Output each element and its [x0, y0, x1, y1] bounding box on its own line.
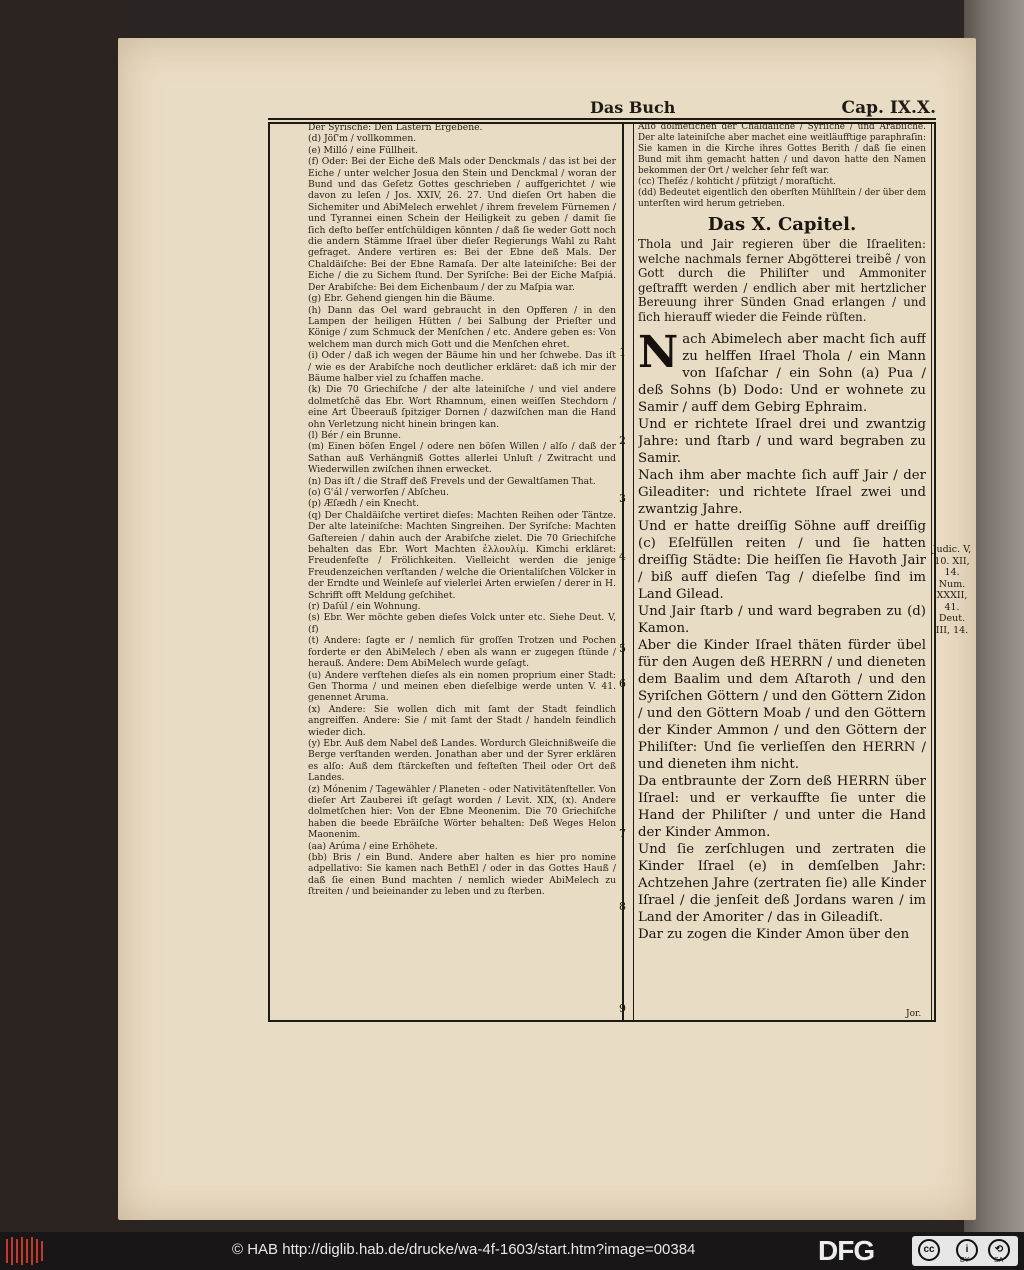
chapter-summary: Thola und Jair regieren über die Iſraeliten: welche nachmals ferner Abgötterei treibẽ / von Gott durch die Philiſter und Ammoniter geſtrafft werden / endlich aber mit hertzlicher Bereuung ihrer Sünden Gnad erlangen / und ſich hierauff wieder die Feinde rüſten. — [638, 237, 926, 324]
verse-number: 9 — [619, 1002, 626, 1015]
verse-number: 8 — [619, 900, 626, 913]
verse-2: Und er richtete Iſrael drei und zwantzig Jahre: und ſtarb / und ward begraben zu Samir. — [638, 416, 926, 466]
footnote: (o) Gʿál / verworfen / Abſcheu. — [308, 487, 449, 498]
footnote: (r) Daſúl / ein Wohnung. — [308, 601, 421, 613]
main-text-column — [638, 122, 926, 1018]
footnote: (e) Milló / eine Füllheit. — [308, 144, 418, 156]
verse-8: Und ſie zerſchlugen und zertraten die Kinder Iſrael (e) in demſelben Jahr: Achtzehen Jahre (zertraten ſie) alle Kinder Iſrael / die jenſeit deß Jordans waren / im Land der Amoriter / das in Gileadiſt. — [638, 841, 926, 925]
header-rule — [268, 118, 936, 120]
chapter-label: Cap. IX.X. — [841, 98, 936, 118]
verse-number: 6 — [619, 677, 626, 690]
verse-number-divider — [633, 122, 634, 1022]
footnote: (p) Æſædh / ein Knecht. — [308, 498, 420, 510]
copyright-link[interactable]: © HAB http://diglib.hab.de/drucke/wa-4f-1603/start.htm?image=00384 — [232, 1241, 696, 1258]
footnote: (h) Dann das Oel ward gebraucht in den Opfferen / in den Lampen der heiligen Hütten / bei Salbung der Prieſter und Könige / zum Schmuck der Menſchen / etc. Andere geben es: Von welchem man durch mich Gott und die Menſchen ehret. — [308, 304, 616, 350]
by-label: BY — [960, 1257, 970, 1264]
footnote: (y) Ebr. Auß dem Nabel deß Landes. Wordurch Gleichnißweiſe die Berge verſtanden werden. Jonathan aber und der Syrer erklären es alſo: Auß dem ſtärckeſten und feſteſten Theil oder Ort deß Landes. — [308, 737, 616, 784]
catchword: Jor. — [906, 1009, 922, 1019]
footnote-continued: Alſo dolmetſchen der Chaldäiſche / Syriſche / und Arabiſche. Der alte lateiniſche aber machet eine weitläufftige paraphraſin: Sie kamen in die Kirche ihres Gottes Berith / daß ſie einen Bund mit ihm gemacht hatten / und davon hatte den Namen bekommen der Ort / welcher ſehr feſt war. — [638, 122, 926, 176]
footnote: (z) Mónenim / Tagewähler / Planeten - oder Nativitätenſteller. Von dieſer Art Zauberei iſt geſagt worden / Levit. XIX, (x). Andere dolmetſchen hier: Von der Ebne Meonenim. Die 70 Griechiſche haben die beede Ebräiſche Wörter behalten: Deß Weges Helon Maonenim. — [308, 783, 616, 841]
verse-4: Und er hatte dreiſſig Söhne auff dreiſſig (c) Eſelfüllen reiten / und ſie hatten dreiſſig Städte: Die heiſſen ſie Havoth Jair / biß auff dieſen Tag / dieſelbe ſind im Land Gilead. — [638, 518, 926, 602]
footnote: (dd) Bedeutet eigentlich den oberſten Mühlſtein / der über dem unterſten wird herum getrieben. — [638, 188, 926, 209]
margin-reference: Judic. V, 10. XII, 14. Num. XXXII, 41. Deut. III, 14. — [932, 544, 972, 636]
verse-7: Da entbraunte der Zorn deß HERRN über Iſrael: und er verkauffte ſie unter die Hand der Philiſter / und unter die Hand der Kinder Ammon. — [638, 773, 926, 840]
footnote: (d) Jöſ'm / vollkommen. — [308, 133, 417, 145]
sa-label: SA — [994, 1257, 1004, 1264]
library-logo-icon — [4, 1235, 44, 1267]
verse-5: Und Jair ſtarb / und ward begraben zu (d) Kamon. — [638, 603, 926, 636]
cc-icon: cc — [918, 1239, 940, 1261]
verse-1 — [638, 326, 926, 416]
footnote: (aa) Arúma / eine Erhöhete. — [308, 840, 438, 852]
verse-number: 2 — [619, 434, 626, 447]
footnote: (q) Der Chaldäiſche vertiret dieſes: Machten Reihen oder Täntze. Der alte lateiniſche: Machten Singreihen. Der Syriſche: Machten Gaſtereien / dahin auch der Arabiſche zielet. Die 70 Griechiſche behalten das Ebr. Wort Machten ἐλλουλίμ. Kimchi erkläret: Freudenfeſte / Frölichkeiten. Vielleicht werden die jenige Freudenzeichen verſtanden / welche die Orientaliſchen Völcker in der Erndte und Weinleſe auf vielerlei Arten erwieſen / derer in H. Schrifft offt Meldung geſchihet. — [308, 509, 616, 601]
footnote: (g) Ebr. Gehend giengen hin die Bäume. — [308, 293, 496, 305]
dfg-logo: DFG — [818, 1235, 875, 1266]
footnote: Der Syrische: Den Lastern Ergebene. — [308, 122, 483, 133]
running-title: Das Buch — [590, 98, 676, 117]
viewer-footer — [0, 1232, 1024, 1270]
verse-number: 7 — [619, 827, 626, 840]
cc-license-badge[interactable] — [912, 1236, 1018, 1266]
footnote: (s) Ebr. Wer möchte geben dieſes Volck unter etc. Siehe Deut. V, (f) — [308, 612, 616, 635]
footnote: (x) Andere: Sie wollen dich mit ſamt der Stadt feindlich angreiffen. Andere: Sie / mit ſamt der Stadt / handeln feindlich wieder dich. — [308, 703, 616, 738]
verse-number: 3 — [619, 492, 626, 505]
attribution-icon: i — [956, 1239, 978, 1261]
footnote: (m) Einen böſen Engel / odere nen böſen Willen / alſo / daß der Sathan auß Verhängniß Gottes allerlei Unluſt / Zwitracht und Wiederwillen zwiſchen ihnen erwecket. — [308, 441, 616, 476]
footnote: (u) Andere verſtehen dieſes als ein nomen proprium einer Stadt: Gen Thorma / und meinen eben dieſelbige werde unten V. 41. genennet Aruma. — [308, 669, 616, 704]
footnote: (cc) Theſéz / kohticht / pfützigt / moraſticht. — [638, 177, 836, 187]
footnote: (l) Bér / ein Brunne. — [308, 429, 402, 441]
chapter-title: Das X. Capitel. — [707, 214, 857, 235]
verse-text: ach Abimelech aber macht ſich auff zu helffen Iſrael Thola / ein Mann von Iſaſchar / ein Sohn (a) Pua / deß Sohns (b) Dodo: Und er wohnete zu Samir / auff dem Gebirg Ephraim. — [638, 331, 926, 415]
footnote: (i) Oder / daß ich wegen der Bäume hin und her ſchwebe. Das iſt / wie es der Arabiſche noch deutlicher erkläret: daß ich mir der Bäume halber viel zu ſchaffen mache. — [308, 350, 616, 384]
verse-number: 1 — [619, 346, 626, 359]
drop-cap: N — [638, 326, 679, 378]
footnote: (t) Andere: ſagte er / nemlich für groſſen Trotzen und Pochen forderte er den AbiMelech / eben als wann er zugegen ſtünde / herauß. Andere: Dem AbiMelech wurde geſagt. — [308, 635, 616, 670]
verse-9: Dar zu zogen die Kinder Amon über den — [638, 926, 910, 942]
footnote: (f) Oder: Bei der Eiche deß Mals oder Denckmals / das ist bei der Eiche / unter welcher Josua den Stein und Denckmal / woran der Bund und das Geſetz Gottes geschrieben / auffgerichtet / wie davon zu leſen / Jos. XXIV, 26. 27. Und dieſen Ort haben die Sichemiter und AbiMelech erwehlet / ihrem frevelem Fürnemen / und Tyrannei einen Schein der Heiligkeit zu geben / damit ſie ſich deſto beſſer entſchüldigen könnten / daß ſie weder Gott noch die andern Stämme Iſrael über dieſer Regierungs Wahl zu Raht gefraget. Andere vertiren es: Bei der Ebne deß Mals. Der Chaldäiſche: Bei der Ebne Ramaſa. Der alte lateiniſche: Bei der Eiche / die zu Sichem ſtund. Der Syriſche: Bei der Eiche Maſpiá. Der Arabiſche: Bei dem Eichenbaum / der zu Maſpia war. — [308, 156, 616, 293]
verse-6: Aber die Kinder Iſrael thäten fürder übel für den Augen deß HERRN / und dieneten dem Baalim und dem Aſtaroth / und den Syriſchen Göttern / und den Göttern Zidon / und den Göttern Moab / und den Göttern der Kinder Ammon / und den Göttern der Philiſter: Und ſie verlieſſen den HERRN / und dieneten ihm nicht. — [638, 637, 926, 772]
footnotes-column — [308, 122, 616, 1018]
verse-3: Nach ihm aber machte ſich auff Jair / der Gileaditer: und richtete Iſrael zwei und zwantzig Jahre. — [638, 467, 926, 517]
page-header — [268, 98, 936, 120]
verse-number: 4 — [619, 550, 626, 563]
footnote: (k) Die 70 Griechiſche / der alte lateiniſche / und viel andere dolmetſchẽ das Ebr. Wort Rhamnum, einen weiſſen Stechdorn / eine Art Übeerauß ſpitziger Dornen / dazwiſchen man die Hand ohn Verletzung nicht hinein bringen kan. — [308, 384, 616, 430]
verse-number: 5 — [619, 642, 626, 655]
footnote: (bb) Bris / ein Bund. Andere aber halten es hier pro nomine adpellativo: Sie kamen nach BethEl / oder in das Gottes Hauß / daß ſie einen Bund machten / nemlich wieder AbiMelech zu ſtreiten / und beieinander zu leben und zu ſterben. — [308, 852, 616, 898]
verse-numbers — [617, 122, 633, 1018]
scan-background-left — [0, 0, 118, 1232]
footnote: (n) Das iſt / die Straff deß Frevels und der Gewaltſamen That. — [308, 475, 596, 487]
share-alike-icon: ⟲ — [988, 1239, 1010, 1261]
